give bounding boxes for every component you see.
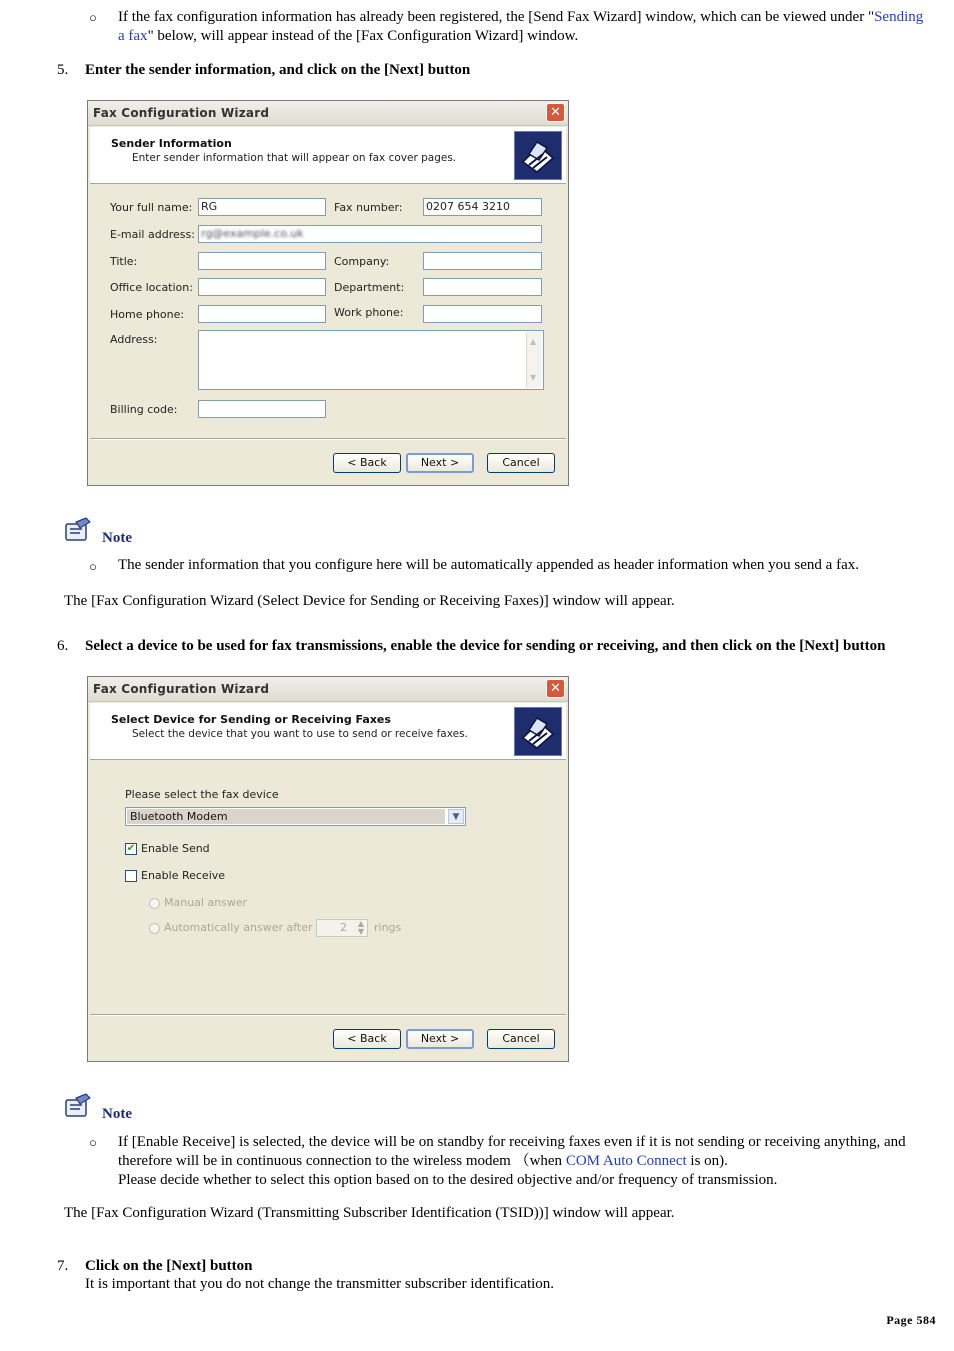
note-label: Note: [102, 530, 132, 546]
enable-receive-checkbox[interactable]: [125, 870, 137, 882]
com-auto-connect-link[interactable]: COM Auto Connect: [565, 1153, 687, 1169]
scroll-up-icon[interactable]: ▲: [530, 337, 537, 346]
company-label: Company:: [334, 255, 390, 268]
wizard-header: [90, 703, 566, 760]
note-text: The sender information that you configure here will be automatically appended as header information when you send a fax.: [118, 557, 859, 573]
close-icon[interactable]: ✕: [546, 679, 565, 698]
note-icon: [62, 1092, 92, 1122]
intro-paragraph: [118, 8, 928, 46]
fax-device-value: Bluetooth Modem: [127, 809, 445, 824]
header-title: Select Device for Sending or Receiving Faxes: [111, 713, 391, 726]
list-bullet: ○: [89, 559, 97, 574]
work-phone-label: Work phone:: [334, 306, 404, 319]
department-label: Department:: [334, 281, 405, 294]
paragraph: The [Fax Configuration Wizard (Transmitting Subscriber Identification (TSID))] window will appear.: [64, 1205, 675, 1221]
manual-answer-label: Manual answer: [164, 896, 248, 909]
address-scrollbar[interactable]: [526, 332, 542, 388]
auto-answer-radio[interactable]: [149, 923, 160, 934]
header-title: Sender Information: [111, 137, 232, 150]
enable-send-checkbox[interactable]: ✔: [126, 843, 136, 854]
fax-device-label: Please select the fax device: [125, 788, 279, 801]
sending-a-fax-link[interactable]: Sending a fax: [118, 9, 924, 44]
paragraph: The [Fax Configuration Wizard (Select Device for Sending or Receiving Faxes)] window will appear.: [64, 593, 675, 609]
note-icon: [62, 516, 92, 546]
address-textarea[interactable]: [198, 330, 544, 390]
note-text-line: Please decide whether to select this option based on to the desired objective and/or frequency of transmission.: [118, 1172, 778, 1188]
department-input[interactable]: [423, 278, 542, 296]
work-phone-input[interactable]: [423, 305, 542, 323]
title-input[interactable]: [198, 252, 326, 270]
enable-receive-label: Enable Receive: [141, 869, 226, 882]
list-bullet: ○: [89, 1135, 97, 1150]
home-phone-input[interactable]: [198, 305, 326, 323]
company-input[interactable]: [423, 252, 542, 270]
title-bar: [88, 677, 568, 702]
cancel-button[interactable]: Cancel: [487, 453, 555, 473]
header-subtitle: Select the device that you want to use to send or receive faxes.: [132, 728, 468, 740]
wizard-header: [90, 127, 566, 184]
step-5-heading: Enter the sender information, and click on the [Next] button: [85, 62, 471, 78]
step-number: 5.: [57, 62, 69, 78]
step-6-heading: Select a device to be used for fax transmissions, enable the device for sending or receiving, and then click on the [Next] button: [85, 638, 886, 654]
fax-wizard-sender-dialog: [87, 100, 569, 486]
fax-device-select[interactable]: [125, 807, 466, 826]
full-name-label: Your full name:: [110, 201, 193, 214]
footer-divider: [90, 1014, 566, 1016]
window-title: Fax Configuration Wizard: [93, 682, 270, 696]
manual-answer-radio[interactable]: [149, 898, 160, 909]
fax-machine-icon: [514, 131, 562, 180]
full-name-input[interactable]: RG: [198, 198, 326, 216]
title-bar: [88, 101, 568, 126]
list-bullet: ○: [89, 10, 97, 25]
close-icon[interactable]: ✕: [546, 103, 565, 122]
chevron-down-icon[interactable]: ▼: [448, 809, 464, 824]
step-7-text: It is important that you do not change the transmitter subscriber identification.: [85, 1276, 555, 1292]
page-number: Page 584: [886, 1313, 936, 1327]
title-label: Title:: [110, 255, 138, 268]
next-button[interactable]: Next >: [406, 1029, 474, 1049]
note-label: Note: [102, 1106, 132, 1122]
note-text: [118, 1133, 930, 1190]
back-button[interactable]: < Back: [333, 453, 401, 473]
email-label: E-mail address:: [110, 228, 195, 241]
note-text-part: If [Enable Receive] is selected, the device will be on standby for receiving faxes even if it is not sending or receiving anything, and therefore will be in continuous connection to the wireless modem （when: [118, 1134, 906, 1169]
back-button[interactable]: < Back: [333, 1029, 401, 1049]
email-value: rg@example.co.uk: [201, 227, 304, 240]
fax-number-input[interactable]: 0207 654 3210: [423, 198, 542, 216]
home-phone-label: Home phone:: [110, 308, 185, 321]
footer-divider: [90, 438, 566, 440]
office-location-label: Office location:: [110, 281, 193, 294]
step-number: 7.: [57, 1258, 69, 1274]
email-input[interactable]: [198, 225, 542, 243]
next-button[interactable]: Next >: [406, 453, 474, 473]
address-label: Address:: [110, 333, 158, 346]
stepper-arrows-icon[interactable]: ▲ ▼: [357, 919, 364, 936]
rings-label: rings: [374, 921, 402, 934]
rings-stepper[interactable]: [316, 919, 368, 937]
fax-machine-icon: [514, 707, 562, 756]
intro-text-after: " below, will appear instead of the [Fax Configuration Wizard] window.: [147, 28, 579, 44]
step-number: 6.: [57, 638, 69, 654]
office-location-input[interactable]: [198, 278, 326, 296]
scroll-down-icon[interactable]: ▼: [530, 373, 537, 382]
header-subtitle: Enter sender information that will appear on fax cover pages.: [132, 152, 457, 164]
window-title: Fax Configuration Wizard: [93, 106, 270, 120]
rings-value: 2: [340, 921, 347, 934]
billing-code-label: Billing code:: [110, 403, 178, 416]
note-text-after: is on).: [686, 1153, 728, 1169]
enable-send-label: Enable Send: [141, 842, 210, 855]
cancel-button[interactable]: Cancel: [487, 1029, 555, 1049]
auto-answer-label: Automatically answer after: [164, 921, 313, 934]
billing-code-input[interactable]: [198, 400, 326, 418]
intro-text: If the fax configuration information has already been registered, the [Send Fax Wizard] window, which can be viewed under ": [118, 9, 875, 25]
fax-wizard-device-dialog: [87, 676, 569, 1062]
fax-number-label: Fax number:: [334, 201, 403, 214]
step-7-heading: Click on the [Next] button: [85, 1258, 253, 1274]
